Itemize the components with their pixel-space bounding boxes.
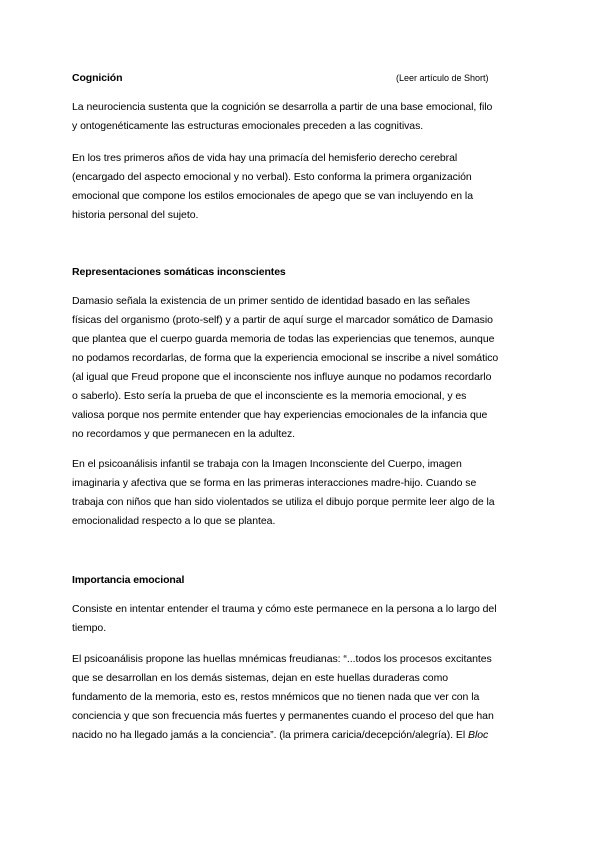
text-line: En los tres primeros años de vida hay una primacía del hemisferio derecho cerebral	[72, 152, 458, 164]
text-line: que se desarrollan en los demás sistemas, dejan en este huellas duraderas como	[72, 672, 449, 684]
paragraph-cognicion-2	[72, 149, 542, 225]
text-line: (encargado del aspecto emocional y no verbal). Esto conforma la primera organización	[72, 171, 472, 183]
text-line: que plantea que el cuerpo guarda memoria de todas las experiencias que tenemos, aunque	[72, 333, 495, 345]
text-line: no podamos recordarlas, de forma que la experiencia emocional se inscribe a nivel somático	[72, 352, 499, 364]
italic-word-bloc: Bloc	[467, 729, 489, 741]
paragraph-cognicion-1	[72, 98, 542, 136]
paragraph-representaciones-1	[72, 292, 542, 444]
section-heading-representaciones: Representaciones somáticas inconscientes	[72, 266, 286, 278]
text-line: Damasio señala la existencia de un primer sentido de identidad basado en las señales	[72, 295, 470, 307]
text-line: o saberlo). Esto sería la prueba de que el inconsciente es la memoria emocional, y es	[72, 390, 467, 402]
section-heading-cognicion: Cognición	[72, 72, 123, 84]
text-line: La neurociencia sustenta que la cognición se desarrolla a partir de una base emocional, filo	[72, 101, 493, 113]
text-line: fundamento de la memoria, esto es, restos mnémicos que no tienen nada que ver con la	[72, 691, 480, 703]
text-line: conciencia y que son frecuencia más fuertes y permanentes cuando el proceso del que han	[72, 710, 494, 722]
text-line: emocionalidad respecto a lo que se plantea.	[72, 515, 276, 527]
text-line-final	[72, 726, 542, 745]
paragraph-importancia-2	[72, 650, 542, 745]
text-line: no recordamos y que permanecen en la adultez.	[72, 428, 296, 440]
text-line: valiosa porque nos permite entender que hay experiencias emocionales de la infancia que	[72, 409, 488, 421]
text-line-final-body: nacido no ha llegado jamás a la conciencia”. (la primera caricia/decepción/alegría). El	[72, 729, 468, 741]
heading-note-short: (Leer artículo de Short)	[396, 73, 489, 83]
text-line: (al igual que Freud propone que el inconsciente nos influye aunque no podamos recordarlo	[72, 371, 492, 383]
text-line: y ontogenéticamente las estructuras emocionales preceden a las cognitivas.	[72, 120, 424, 132]
text-line: En el psicoanálisis infantil se trabaja con la Imagen Inconsciente del Cuerpo, imagen	[72, 458, 462, 470]
paragraph-representaciones-2	[72, 455, 542, 531]
section-heading-importancia: Importancia emocional	[72, 574, 185, 586]
text-line: trabaja con niños que han sido violentados se utiliza el dibujo porque permite leer algo de la	[72, 496, 495, 508]
text-line: El psicoanálisis propone las huellas mnémicas freudianas: “...todos los procesos excitantes	[72, 653, 492, 665]
text-line: Consiste en intentar entender el trauma y cómo este permanece en la persona a lo largo del	[72, 603, 497, 615]
paragraph-importancia-1	[72, 600, 542, 638]
text-line: emocional que compone los estilos emocionales de apego que se van incluyendo en la	[72, 190, 474, 202]
text-line: imaginaria y afectiva que se forma en las primeras interacciones madre-hijo. Cuando se	[72, 477, 477, 489]
text-line: historia personal del sujeto.	[72, 209, 199, 221]
text-line: tiempo.	[72, 622, 107, 634]
text-line: físicas del organismo (proto-self) y a partir de aquí surge el marcador somático de Damasio	[72, 314, 493, 326]
